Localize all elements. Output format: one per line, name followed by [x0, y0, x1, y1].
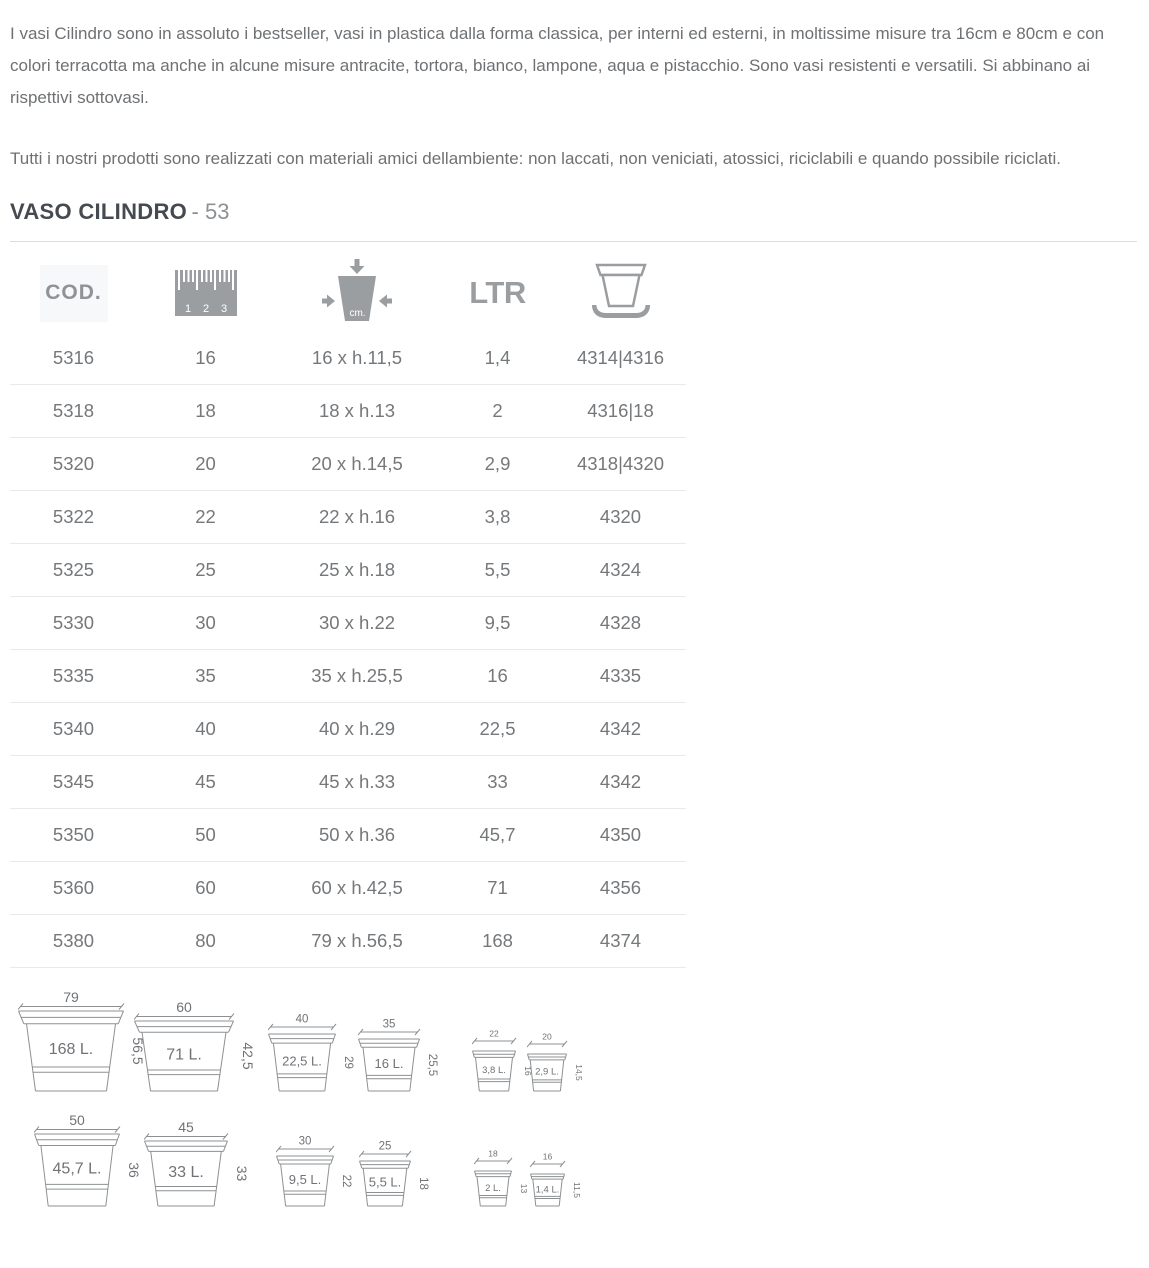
pot-drawing — [359, 1138, 437, 1210]
cell-cod: 5360 — [52, 877, 95, 898]
pot-drawing — [144, 1118, 254, 1210]
cell-cod: 5380 — [52, 930, 95, 951]
cell-saucer: 4320 — [599, 506, 642, 527]
table-row — [10, 385, 686, 438]
pot-width-label: 40 — [295, 1013, 309, 1026]
pot-height-label: 25,5 — [426, 1053, 438, 1077]
cell-cod: 5340 — [52, 718, 95, 739]
cell-dimensions: 45 x h.33 — [318, 771, 396, 792]
pot-drawing — [34, 1111, 146, 1210]
cell-dimensions: 16 x h.11,5 — [311, 347, 403, 368]
cell-dimensions: 35 x h.25,5 — [311, 665, 403, 686]
pot-width-label: 50 — [69, 1112, 85, 1128]
section-title — [10, 199, 1137, 242]
cell-cod: 5316 — [52, 347, 95, 368]
table-row — [10, 809, 686, 862]
cell-dimensions: 18 x h.13 — [318, 400, 396, 421]
pot-width-label: 35 — [382, 1018, 396, 1031]
cell-diameter: 16 — [195, 347, 216, 368]
pot-svg — [144, 1118, 254, 1210]
cm-label: cm. — [349, 308, 366, 319]
cell-dimensions: 20 x h.14,5 — [311, 453, 403, 474]
table-row — [10, 491, 686, 544]
saucer-icon — [586, 262, 656, 324]
pot-height-label: 36 — [126, 1162, 142, 1178]
pot-height-label: 13 — [519, 1183, 529, 1194]
cell-cod: 5325 — [52, 559, 95, 580]
cell-dimensions: 79 x h.56,5 — [311, 930, 403, 951]
pot-height-label: 16 — [523, 1066, 533, 1076]
pot-drawing — [358, 1016, 446, 1095]
cell-saucer: 4342 — [599, 718, 642, 739]
pot-svg — [134, 998, 260, 1095]
cell-saucer: 4324 — [599, 559, 642, 580]
pot-width-label: 25 — [378, 1140, 392, 1153]
pot-drawing — [530, 1151, 591, 1210]
cell-liters: 9,5 — [484, 612, 511, 633]
cell-cod: 5335 — [52, 665, 95, 686]
cell-liters: 16 — [487, 665, 508, 686]
pot-width-label: 79 — [63, 989, 79, 1005]
table-row — [10, 862, 686, 915]
cell-diameter: 40 — [195, 718, 216, 739]
cell-saucer: 4356 — [599, 877, 642, 898]
pot-width-label: 16 — [542, 1151, 553, 1162]
technical-drawings — [10, 976, 1137, 1228]
pot-svg — [359, 1138, 437, 1210]
pot-svg — [527, 1031, 593, 1095]
cell-liters: 2,9 — [484, 453, 511, 474]
product-table — [10, 254, 686, 968]
cell-liters: 2 — [492, 400, 503, 421]
pot-height-label: 33 — [234, 1165, 250, 1182]
pot-drawing — [268, 1011, 362, 1095]
pot-width-label: 60 — [176, 999, 192, 1015]
col-header-diameter — [137, 270, 274, 316]
product-title: VASO CILINDRO — [10, 199, 188, 224]
pot-liters-label: 45,7 L. — [52, 1160, 102, 1178]
cell-liters: 71 — [487, 877, 508, 898]
pot-liters-label: 9,5 L. — [288, 1172, 322, 1187]
cell-liters: 5,5 — [484, 559, 511, 580]
pot-height-label: 18 — [417, 1177, 429, 1190]
cell-diameter: 50 — [195, 824, 216, 845]
intro-paragraph-1: I vasi Cilindro sono in assoluto i bestseller, vasi in plastica dalla forma classica, per interni ed esterni, in moltissime misure tra 16cm e 80cm e con colori terracotta ma anche in alcune misure antracite, tortora, bianco, lampone, aqua e pistacchio. Sono vasi resistenti e versatili. Si abbinano ai rispettivi sottovasi. — [10, 24, 1105, 107]
pot-liters-label: 16 L. — [374, 1056, 404, 1071]
table-row — [10, 438, 686, 491]
pot-drawing — [474, 1148, 538, 1210]
cell-diameter: 25 — [195, 559, 216, 580]
cell-diameter: 45 — [195, 771, 216, 792]
pot-width-label: 30 — [298, 1135, 312, 1148]
cell-saucer: 4374 — [599, 930, 642, 951]
cell-dimensions: 50 x h.36 — [318, 824, 396, 845]
table-row — [10, 915, 686, 968]
pot-svg — [276, 1133, 360, 1210]
pot-liters-label: 22,5 L. — [282, 1053, 322, 1069]
cell-liters: 168 — [482, 930, 513, 951]
intro-paragraph-2: Tutti i nostri prodotti sono realizzati con materiali amici dellambiente: non laccati, non veniciati, atossici, riciclabili e quando possibile riciclati. — [10, 149, 1062, 168]
pot-liters-label: 5,5 L. — [368, 1174, 402, 1190]
ruler-icon — [175, 270, 237, 316]
ruler-digit-3: 3 — [220, 303, 227, 315]
pot-width-label: 18 — [488, 1148, 498, 1159]
cell-liters: 3,8 — [484, 506, 511, 527]
cell-diameter: 22 — [195, 506, 216, 527]
ltr-label: LTR — [469, 275, 526, 310]
pot-drawing — [18, 988, 150, 1095]
pot-liters-label: 2 L. — [485, 1182, 501, 1194]
pot-drawing — [134, 998, 260, 1095]
pot-height-label: 11,5 — [572, 1182, 582, 1198]
pot-height-label: 14,5 — [574, 1064, 584, 1081]
col-header-liters — [440, 275, 555, 311]
cell-dimensions: 40 x h.29 — [318, 718, 396, 739]
cell-liters: 33 — [487, 771, 508, 792]
pot-height-label: 29 — [342, 1056, 354, 1069]
cell-diameter: 80 — [195, 930, 216, 951]
cell-saucer: 4350 — [599, 824, 642, 845]
table-row — [10, 597, 686, 650]
cell-cod: 5350 — [52, 824, 95, 845]
pot-liters-label: 33 L. — [168, 1164, 204, 1182]
cell-cod: 5320 — [52, 453, 95, 474]
cell-diameter: 20 — [195, 453, 216, 474]
table-row — [10, 756, 686, 809]
cell-saucer: 4328 — [599, 612, 642, 633]
cell-dimensions: 22 x h.16 — [318, 506, 396, 527]
cell-saucer: 4335 — [599, 665, 642, 686]
cell-liters: 45,7 — [479, 824, 516, 845]
cell-dimensions: 30 x h.22 — [318, 612, 396, 633]
cell-liters: 22,5 — [479, 718, 516, 739]
pot-width-label: 22 — [489, 1028, 499, 1039]
pot-drawing — [527, 1031, 593, 1095]
cell-cod: 5318 — [52, 400, 95, 421]
cell-cod: 5330 — [52, 612, 95, 633]
table-row — [10, 703, 686, 756]
pot-width-label: 45 — [178, 1119, 194, 1135]
pot-liters-label: 3,8 L. — [482, 1065, 506, 1077]
pot-svg — [18, 988, 150, 1095]
pot-liters-label: 71 L. — [166, 1046, 202, 1064]
cell-saucer: 4316|18 — [587, 400, 654, 421]
cell-saucer: 4318|4320 — [576, 453, 665, 474]
col-header-saucer — [555, 262, 686, 324]
cell-liters: 1,4 — [484, 347, 511, 368]
cell-dimensions: 60 x h.42,5 — [311, 877, 403, 898]
cell-diameter: 35 — [195, 665, 216, 686]
pot-svg — [358, 1016, 446, 1095]
pot-svg — [530, 1151, 591, 1210]
pot-width-label: 20 — [542, 1031, 552, 1042]
pot-svg — [268, 1011, 362, 1095]
pot-svg — [34, 1111, 146, 1210]
product-code-suffix: - 53 — [191, 199, 230, 224]
cell-saucer: 4314|4316 — [576, 347, 665, 368]
table-row — [10, 544, 686, 597]
table-header-row — [10, 254, 686, 332]
pot-dimensions-icon — [321, 259, 393, 327]
cell-diameter: 60 — [195, 877, 216, 898]
pot-liters-label: 1,4 L. — [535, 1184, 560, 1196]
table-row — [10, 650, 686, 703]
pot-liters-label: 168 L. — [48, 1041, 94, 1059]
pot-height-label: 22 — [340, 1174, 352, 1188]
pot-height-label: 42,5 — [240, 1042, 256, 1070]
table-row — [10, 332, 686, 385]
ruler-digit-1: 1 — [184, 303, 191, 315]
cell-saucer: 4342 — [599, 771, 642, 792]
pot-height-label: 56,5 — [130, 1037, 146, 1065]
col-header-dimensions — [274, 259, 440, 327]
cod-label: COD. — [40, 265, 108, 322]
col-header-cod — [10, 265, 137, 322]
cell-dimensions: 25 x h.18 — [318, 559, 396, 580]
ruler-digit-2: 2 — [202, 303, 209, 315]
cell-cod: 5322 — [52, 506, 95, 527]
cell-diameter: 30 — [195, 612, 216, 633]
cell-cod: 5345 — [52, 771, 95, 792]
pot-liters-label: 2,9 L. — [535, 1066, 559, 1078]
pot-drawing — [276, 1133, 360, 1210]
cell-diameter: 18 — [195, 400, 216, 421]
pot-svg — [474, 1148, 538, 1210]
